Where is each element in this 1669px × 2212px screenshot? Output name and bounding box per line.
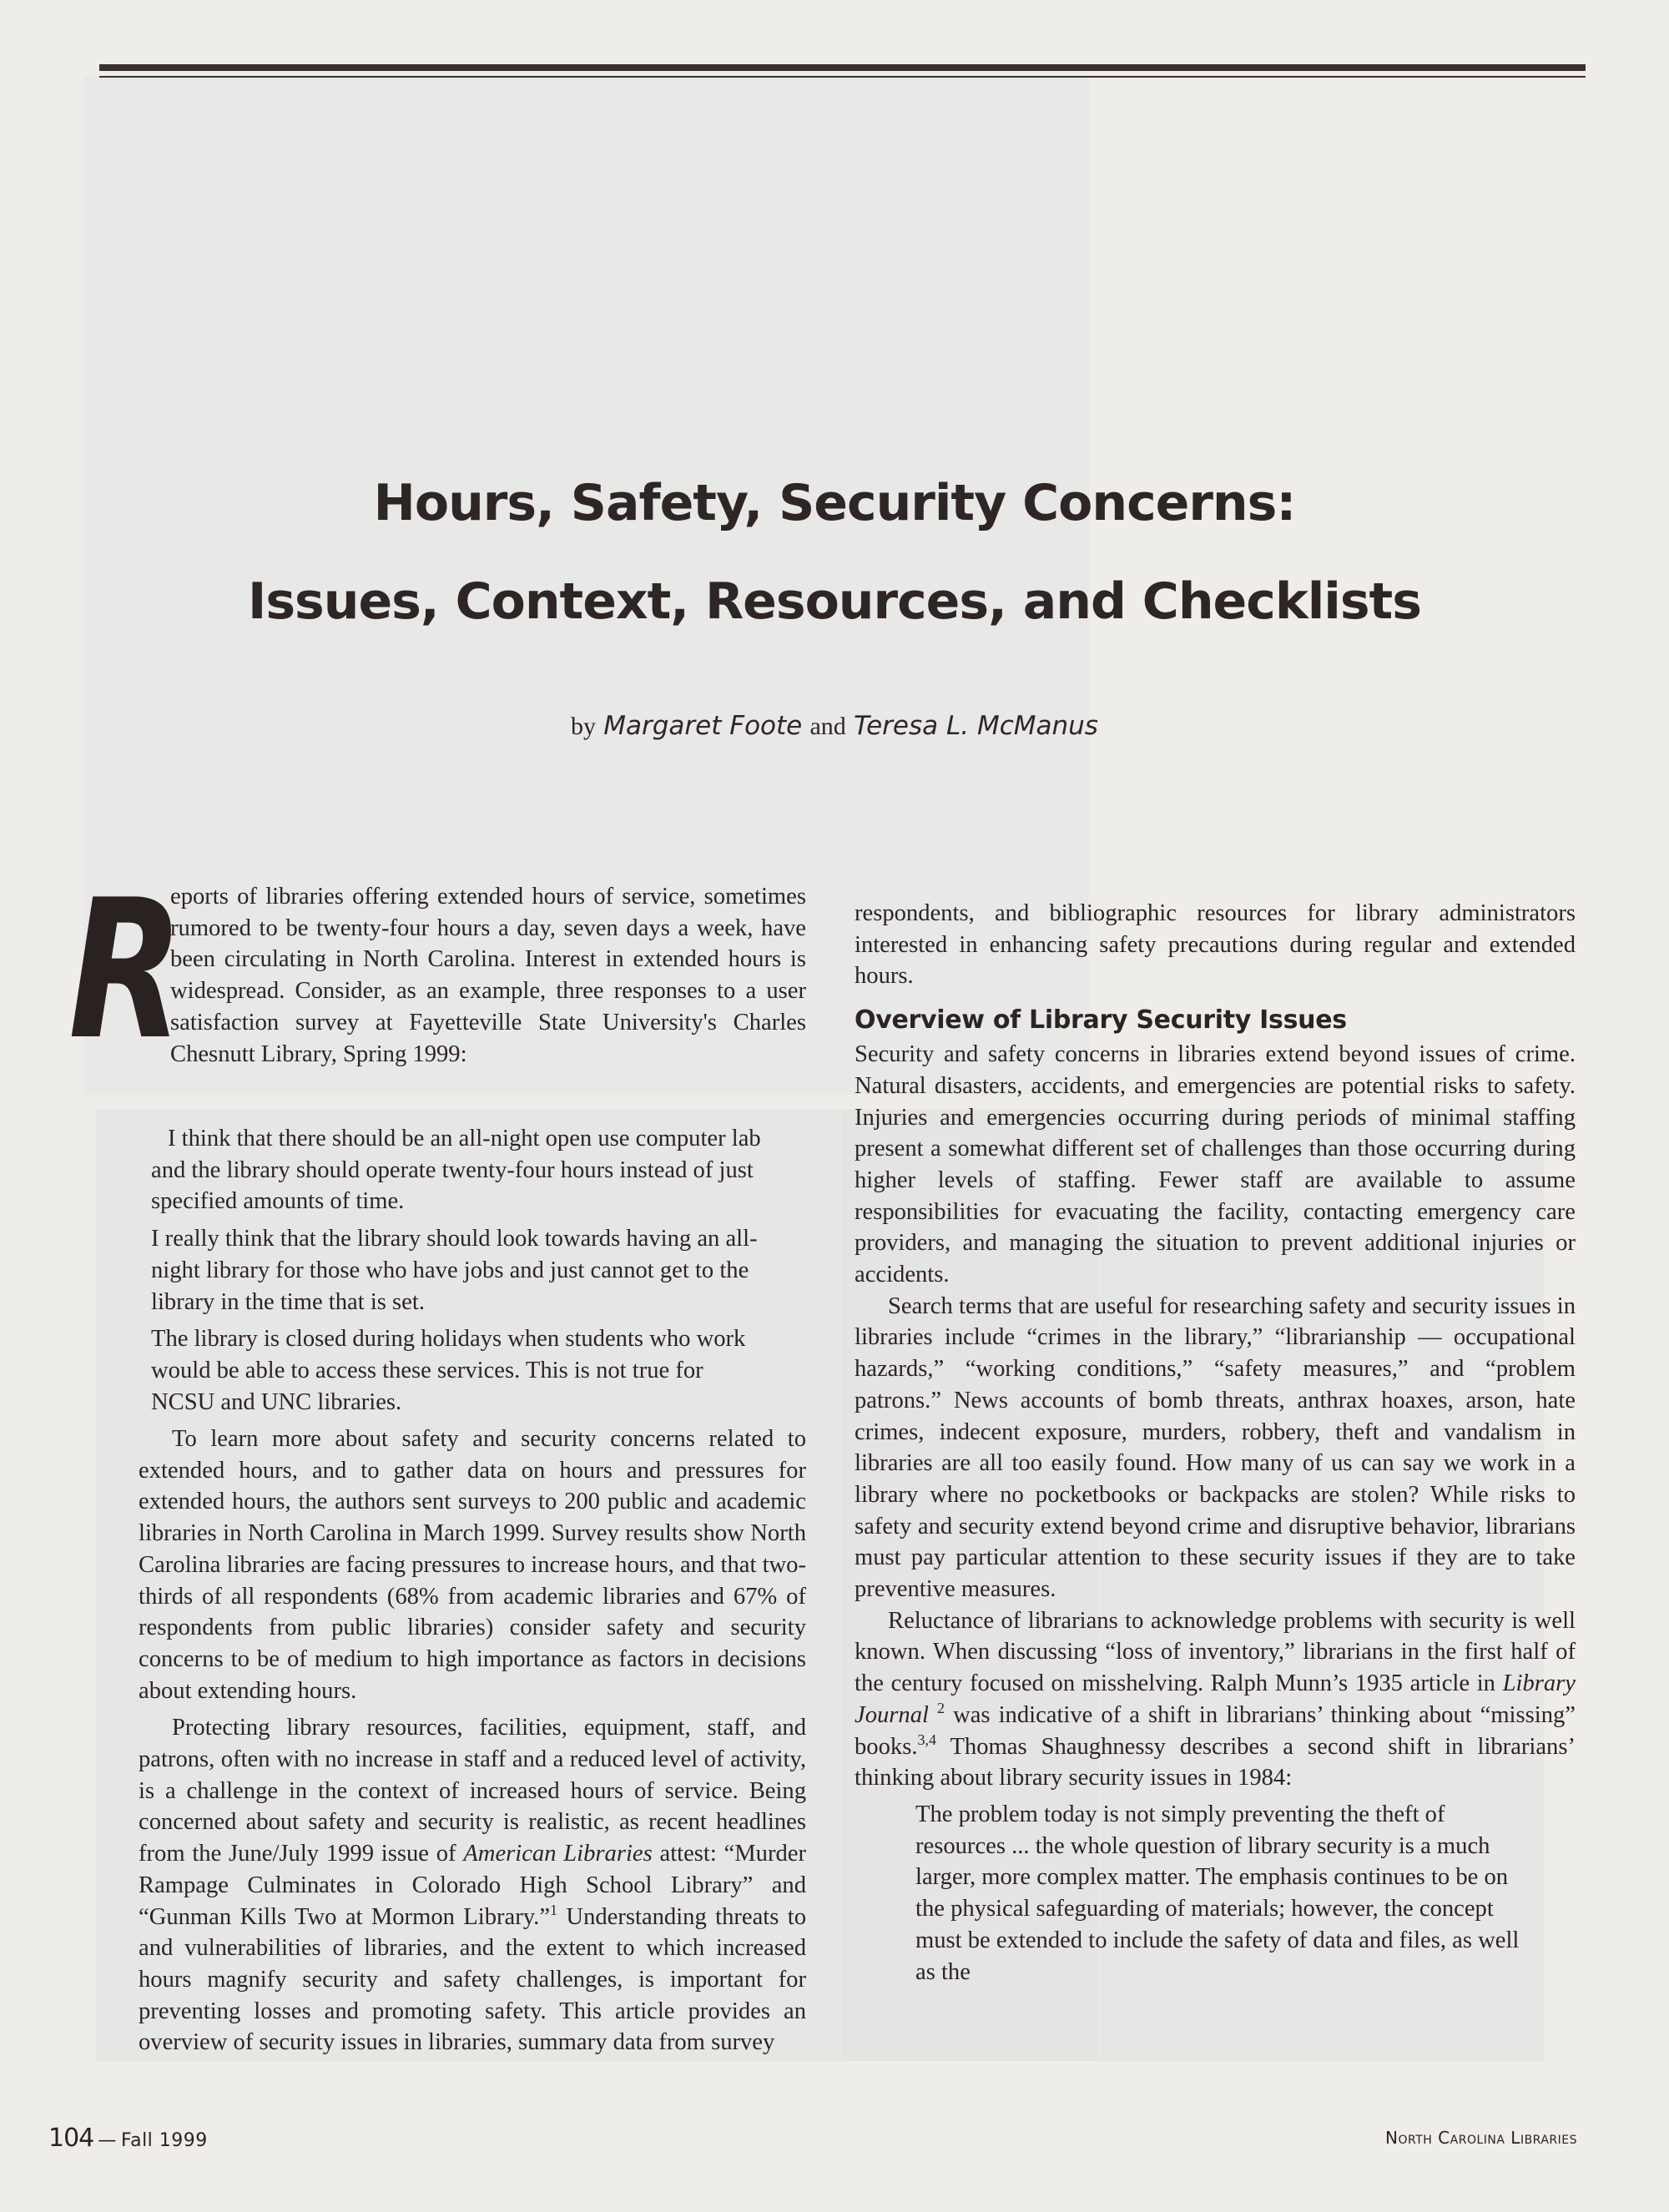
section-heading: Overview of Library Security Issues [855, 1005, 1347, 1035]
paragraph-text: Protecting library resources, facilities, equipment, staff, and patrons, often with no increase in staff and a reduced level of activity, is a challenge in the context of increased hours of service. Being concerned about safety and security is realistic, as recent headlines from the June/July 1999 issue of [139, 1715, 806, 1867]
header-rule-thick [99, 64, 1586, 71]
header-rule-thin [99, 76, 1586, 78]
footnote-ref: 3,4 [917, 1731, 936, 1748]
survey-quotes [151, 1123, 773, 1423]
paragraph-text: Thomas Shaughnessy describes a second shift in librarians’ thinking about library security issues in 1984: [855, 1733, 1576, 1791]
footnote-ref: 1 [550, 1901, 558, 1918]
paragraph-text: Reluctance of librarians to acknowledge problems with security is well known. When discussing “loss of inventory,” librarians in the first half of the century focused on misshelving. Ralph Munn’s 1935 article in [855, 1607, 1576, 1697]
article-title-line-1: Hours, Safety, Security Concerns: [373, 474, 1296, 532]
right-column-body [855, 898, 1576, 1988]
survey-quote: I think that there should be an all-night open use computer lab and the library should operate twenty-four hours instead of just specified amounts of time. [151, 1126, 761, 1215]
body-paragraph: Search terms that are useful for researching safety and security issues in libraries include “crimes in the library,” “librarianship — occupational hazards,” “working conditions,” “safety measures,” and “problem patrons.” News accounts of bomb threats, anthrax hoaxes, arson, hate crimes, indecent exposure, murders, robbery, theft and vandalism in libraries are all too easily found. How many of us can say we work in a library where no pocketbooks or backpacks are stolen? While risks to safety and security extend beyond crime and disruptive behavior, librarians must pay particular attention to these security issues if they are to take preventive measures. [855, 1292, 1576, 1603]
page-number: 104 [48, 2124, 94, 2153]
paragraph-text: Understanding threats to and vulnerabilities of libraries, and the extent to which increased hours magnify security and safety challenges, is important for preventing losses and promoting safety. This article provides an overview of security issues in libraries, summary data from survey [139, 1903, 806, 2056]
block-quote: The problem today is not simply preventing the theft of resources ... the whole question of library security is a much larger, more complex matter. The emphasis continues to be on the physical safeguarding of materials; however, the concept must be extended to include the safety of data and files, as well as the [915, 1801, 1520, 1985]
byline-by: by [571, 713, 597, 740]
paragraph-text: was indicative of a shift in librarians’ thinking about “missing” books. [855, 1701, 1576, 1760]
publication-title: American Libraries [463, 1841, 653, 1867]
survey-quote: The library is closed during holidays when students who work would be able to access these services. This is not true for NCSU and UNC libraries. [151, 1326, 746, 1415]
survey-quote: I really think that the library should look towards having an all-night library for those who have jobs and just cannot get to the library in the time that is set. [151, 1226, 758, 1315]
article-title-line-2: Issues, Context, Resources, and Checklists [248, 572, 1421, 631]
issue-label: Fall 1999 [120, 2130, 208, 2151]
author-name: Margaret Foote [603, 711, 803, 741]
body-paragraph: respondents, and bibliographic resources for library administrators interested in enhancing safety precautions during regular and extended hours. [855, 900, 1576, 990]
body-paragraph [139, 1712, 806, 2058]
byline-and: and [809, 713, 846, 740]
byline [0, 711, 1669, 741]
publication-title: Library Journal [855, 1670, 1576, 1728]
intro-paragraph-block [170, 881, 806, 1070]
drop-cap: R [68, 859, 184, 1082]
body-paragraph: To learn more about safety and security concerns related to extended hours, and to gather data on hours and pressures for extended hours, the authors sent surveys to 200 public and academic libraries in North Carolina in March 1999. Survey results show North Carolina libraries are facing pressures to increase hours, and that two-thirds of all respondents (68% from academic libraries and 67% of respondents from public libraries) consider safety and security concerns to be of medium to high importance as factors in decisions about extending hours. [139, 1426, 806, 1704]
body-paragraph: Security and safety concerns in libraries extend beyond issues of crime. Natural disasters, accidents, and emergencies are potential risks to safety. Injuries and emergencies occurring during periods of minimal staffing present a somewhat different set of challenges than those occurring during higher levels of staffing. Fewer staff are available to assume responsibilities for evacuating the facility, contacting emergency care providers, and managing the situation to prevent additional injuries or accidents. [855, 1041, 1576, 1288]
author-name: Teresa L. McManus [854, 711, 1098, 741]
paragraph-text: attest: “Murder Rampage Culminates in Colorado High School Library” and “Gunman Kills Two at Mormon Library.” [139, 1841, 806, 1930]
publication-name: North Carolina Libraries [1385, 2128, 1577, 2148]
left-column-body [139, 1423, 806, 2058]
body-paragraph [855, 1605, 1576, 1794]
intro-paragraph: eports of libraries offering extended hours of service, sometimes rumored to be twenty-four hours a day, seven days a week, have been circulating in North Carolina. Interest in extended hours is widespread. Consider, as an example, three responses to a user satisfaction survey at Fayetteville State University's Charles Chesnutt Library, Spring 1999: [170, 884, 806, 1067]
footnote-ref: 2 [937, 1699, 945, 1716]
page-footer-left [48, 2124, 208, 2153]
footer-separator: — [98, 2130, 117, 2151]
